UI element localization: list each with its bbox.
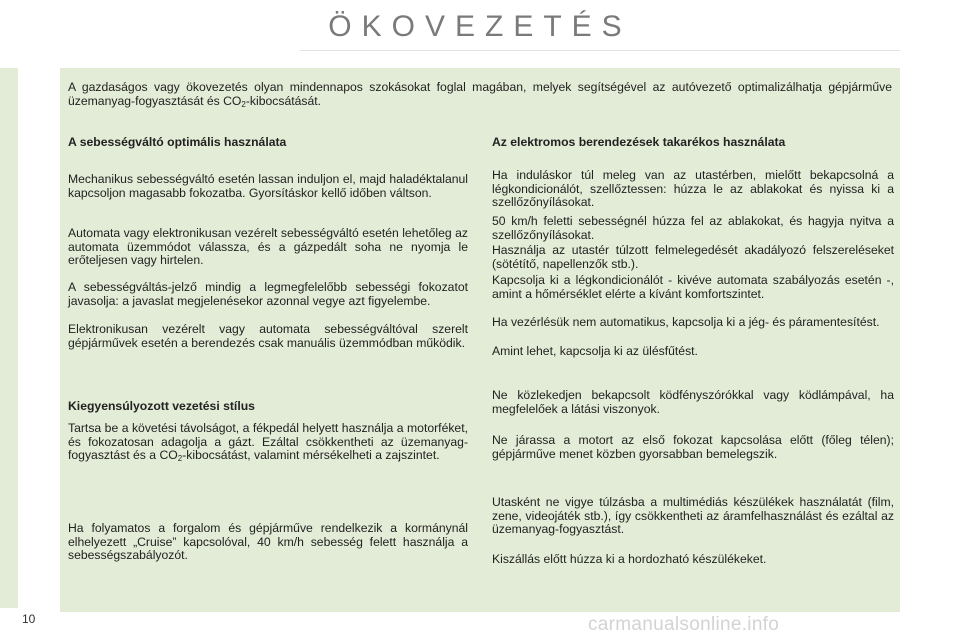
title-rule [300,50,900,51]
gearbox-paragraph-2: Automata vagy elektronikusan vezérelt sebességváltó esetén lehetőleg az automata üzemmódot válassza, és a gázpedált soha ne nyomja le erőteljesen vagy hirtelen. [68,226,468,267]
engine-warmup-paragraph: Ne járassa a motort az első fokozat kapcsolása előtt (főleg télen); gépjárműve menet közben gyorsabban bemelegszik. [492,433,894,461]
unplug-devices-paragraph: Kiszállás előtt húzza ki a hordozható készülékeket. [492,552,767,566]
page-title: ÖKOVEZETÉS [328,10,632,43]
multimedia-paragraph: Utasként ne vigye túlzásba a multimédiás készülékek használatát (film, zene, videojáték stb.), így csökkentheti az áramfelhasználást és ezáltal az üzemanyag-fogyasztást. [492,495,894,536]
electric-paragraph-3: Használja az utastér túlzott felmelegedését akadályozó felszereléseket (sötétítő, napellenzők stb.). [492,243,894,271]
side-strip [0,68,18,608]
electric-paragraph-6: Amint lehet, kapcsolja ki az ülésfűtést. [492,344,698,358]
driving-style-heading: Kiegyensúlyozott vezetési stílus [68,399,255,413]
driving-style-paragraph-1: Tartsa be a követési távolságot, a fékpedál helyett használja a motorféket, és fokozatosan adagolja a gázt. Ezáltal csökkentheti az üzemanyag-fogyasztást és a $CO_2$-kibocsátást, valamint mérsékelheti a zajszintet. [68,421,468,463]
intro-paragraph: A gazdaságos vagy ökovezetés olyan mindennapos szokásokat foglal magában, melyek segítségével az autóvezető optimalizálhatja gépjárműve üzemanyag-fogyasztását és $CO_2$-kibocsátását. [68,80,892,109]
electric-paragraph-2: 50 km/h feletti sebességnél húzza fel az ablakokat, és hagyja nyitva a szellőzőnyílásokat. [492,214,894,242]
gearbox-paragraph-1: Mechanikus sebességváltó esetén lassan induljon el, majd haladéktalanul kapcsoljon magasabb fokozatba. Gyorsításkor kellő időben váltson. [68,172,468,200]
gearbox-paragraph-4: Elektronikusan vezérelt vagy automata sebességváltóval szerelt gépjárművek esetén a berendezés csak manuális üzemmódban működik. [68,322,468,350]
gearbox-heading: A sebességváltó optimális használata [68,135,287,149]
page-number: 10 [22,612,36,626]
fog-lights-paragraph: Ne közlekedjen bekapcsolt ködfényszórókkal vagy ködlámpával, ha megfelelőek a látási viszonyok. [492,388,894,416]
electric-paragraph-4: Kapcsolja ki a légkondicionálót - kivéve automata szabályozás esetén -, amint a hőmérséklet elérte a kívánt komfortszintet. [492,273,894,301]
electric-paragraph-5: Ha vezérlésük nem automatikus, kapcsolja ki a jég- és páramentesítést. [492,315,880,329]
watermark: carmanualsonline.info [588,614,780,635]
electric-paragraph-1: Ha induláskor túl meleg van az utastérben, mielőtt bekapcsolná a légkondicionálót, szellőztessen: húzza le az ablakokat és nyissa ki a szellőzőnyílásokat. [492,168,894,209]
electric-heading: Az elektromos berendezések takarékos használata [492,135,786,149]
driving-style-paragraph-2: Ha folyamatos a forgalom és gépjárműve rendelkezik a kormánynál elhelyezett „Cruise” kapcsolóval, 40 km/h sebesség felett használja a sebességszabályozót. [68,521,468,562]
gearbox-paragraph-3: A sebességváltás-jelző mindig a legmegfelelőbb sebességi fokozatot javasolja: a javaslat megjelenésekor azonnal vegye azt figyelembe. [68,280,468,308]
